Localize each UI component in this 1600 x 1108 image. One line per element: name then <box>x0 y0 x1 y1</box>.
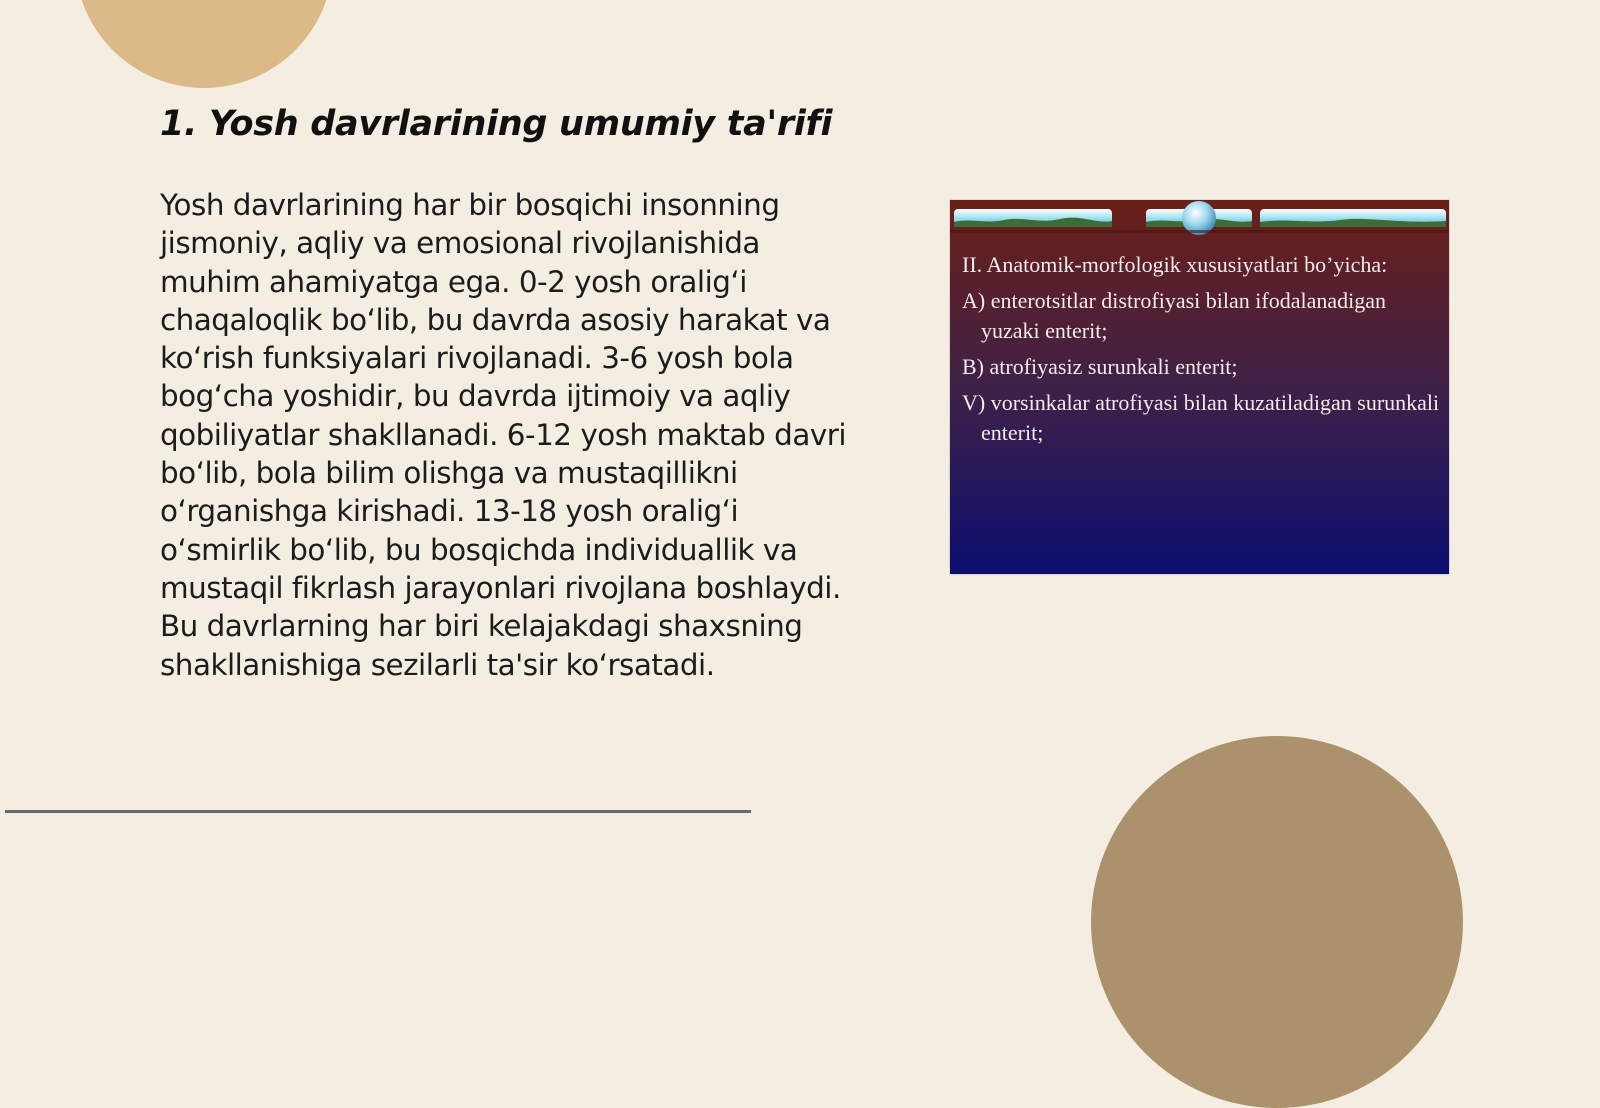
divider-line <box>5 810 751 813</box>
decorative-circle-bottom <box>1091 736 1463 1108</box>
slide-list-item: II. Anatomik-morfologik xususiyatlari bo’yicha: <box>962 252 1388 277</box>
body-paragraph: Yosh davrlarining har bir bosqichi insonning jismoniy, aqliy va emosional rivojlanishida muhim ahamiyatga ega. 0-2 yosh oralig‘i chaqaloqlik bo‘lib, bu davrda asosiy harakat va ko‘rish funksiyalari rivojlanadi. 3-6 yosh bola bog‘cha yoshidir, bu davrda ijtimoiy va aqliy qobiliyatlar shakllanadi. 6-12 yosh maktab davri bo‘lib, bola bilim olishga va mustaqillikni o‘rganishga kirishadi. 13-18 yosh oralig‘i o‘smirlik bo‘lib, bu bosqichda individuallik va mustaqil fikrlash jarayonlari rivojlana boshlaydi. Bu davrlarning har biri kelajakdagi shaxsning shakllanishiga sezilarli ta'sir ko‘rsatadi. <box>160 188 846 682</box>
page-title: 1. Yosh davrlarining umumiy ta'rifi <box>160 104 833 144</box>
slide-list-item: A) enterotsitlar distrofiyasi bilan ifodalanadigan yuzaki enterit; <box>962 288 1386 343</box>
slide-list-item: V) vorsinkalar atrofiyasi bilan kuzatiladigan surunkali enterit; <box>962 390 1440 445</box>
slide-list-item: B) atrofiyasiz surunkali enterit; <box>962 354 1238 379</box>
embedded-slide-image <box>950 200 1449 574</box>
slide-bullet-list <box>962 250 1440 454</box>
decorative-circle-top <box>75 0 333 88</box>
slide-banner-decoration <box>950 200 1449 240</box>
